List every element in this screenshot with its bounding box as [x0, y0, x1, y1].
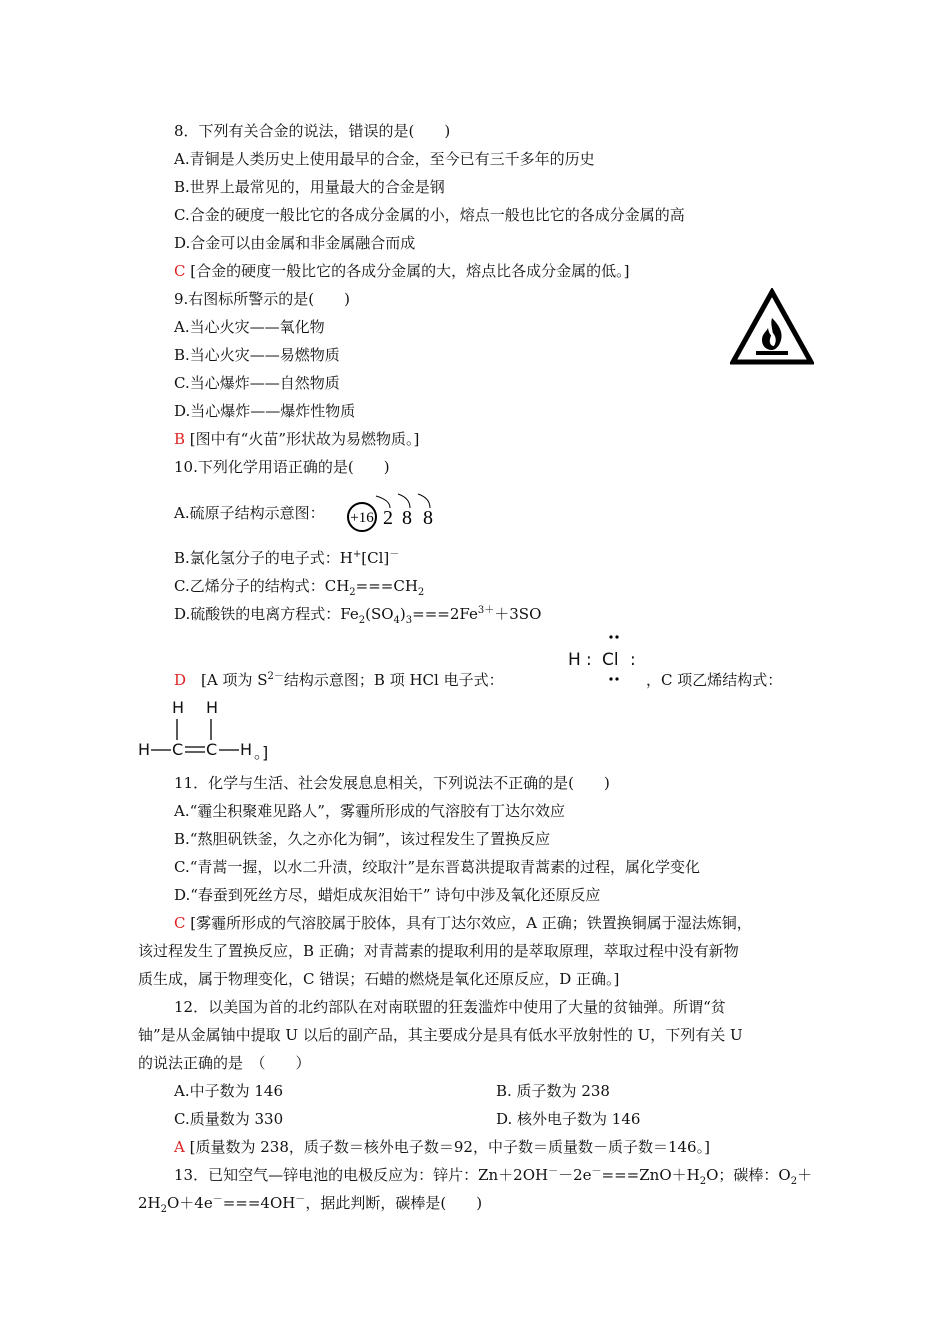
atom-nucleus-charge: +16 — [350, 510, 374, 526]
ethene-structural-formula — [136, 698, 286, 762]
q12-option-d: D. 核外电子数为 146 — [496, 1110, 641, 1128]
q8-option-b: B.世界上最常见的，用量最大的合金是钢 — [174, 178, 445, 196]
q12-option-c: C.质量数为 330 — [174, 1110, 284, 1128]
q9-answer — [174, 429, 419, 449]
q8-answer — [174, 261, 629, 281]
q11-answer: C [雾霾所形成的气溶胶属于胶体，具有丁达尔效应，A 正确；铁置换铜属于湿法炼铜， — [174, 914, 752, 932]
flammable-warning-icon — [730, 288, 814, 366]
lewis-lone-pair-right: : — [630, 650, 636, 670]
q8-answer-explanation: [合金的硬度一般比它的各成分金属的大，熔点比各成分金属的低。] — [185, 262, 630, 280]
q9-answer-explanation: [图中有“火苗”形状故为易燃物质。] — [185, 430, 420, 448]
q12-stem-line-2: 铀”是从金属铀中提取 U 以后的副产品，其主要成分是具有低水平放射性的 U，下列有关 U — [138, 1026, 743, 1044]
q10-answer-continued: ，C 项乙烯结构式： — [646, 671, 783, 689]
ethene-bonds — [136, 698, 286, 762]
q11-option-d: D.“春蚕到死丝方尽，蜡炬成灰泪始干” 诗句中涉及氧化还原反应 — [174, 886, 601, 904]
q9-answer-letter: B — [174, 430, 186, 448]
q10-option-b: B.氯化氢分子的电子式：H+[Cl]－ — [174, 549, 400, 567]
atom-shell-1: 2 — [383, 507, 393, 529]
lewis-cl: Cl — [602, 650, 619, 670]
q8-option-c: C.合金的硬度一般比它的各成分金属的小，熔点一般也比它的各成分金属的高 — [174, 206, 685, 224]
q11-stem: 11．化学与生活、社会发展息息相关，下列说法不正确的是( ) — [174, 774, 610, 792]
q13-stem-line-2: $2H_2O+4e^-===4OH^-$，据此判断，碳棒是( ) — [138, 1194, 483, 1215]
q8-option-a: A.青铜是人类历史上使用最早的合金，至今已有三千多年的历史 — [174, 150, 595, 168]
q9-option-b: B.当心火灾——易燃物质 — [174, 346, 340, 364]
ethene-h-right: H — [240, 740, 253, 759]
q8-answer-letter: C — [174, 262, 186, 280]
q10-option-c: C.乙烯分子的结构式：$CH_2===CH_2$ — [174, 577, 425, 598]
ethene-c-right: C — [206, 740, 218, 759]
q9-option-c: C.当心爆炸——自然物质 — [174, 374, 340, 392]
q12-stem-line-1: 12．以美国为首的北约部队在对南联盟的狂轰滥炸中使用了大量的贫铀弹。所谓“贫 — [174, 998, 726, 1016]
q13-stem-line-1: 13．已知空气—锌电池的电极反应为：锌片：$Zn+2OH^--2e^-===ZnO+H_2O$；碳棒：$O_2+$ — [174, 1166, 813, 1187]
lewis-h: H — [568, 650, 581, 670]
q10-option-a: A.硫原子结构示意图： — [174, 504, 325, 522]
q10-stem: 10.下列化学用语正确的是( ) — [174, 458, 390, 476]
q8-stem: 8．下列有关合金的说法，错误的是( ) — [174, 122, 451, 140]
atom-shell-2: 8 — [402, 507, 412, 529]
ethene-h-top-right: H — [206, 698, 219, 717]
q9-option-d: D.当心爆炸——爆炸性物质 — [174, 402, 356, 420]
q9-stem: 9.右图标所警示的是( ) — [174, 290, 351, 308]
q10-answer: D [A 项为 $S^{2-}$结构示意图；B 项 HCl 电子式： — [174, 671, 504, 689]
lewis-bond-pair: : — [586, 650, 592, 670]
q12-answer-letter: A — [174, 1138, 185, 1156]
lewis-lone-pair-dots — [566, 628, 642, 690]
q8-option-d: D.合金可以由金属和非金属融合而成 — [174, 234, 416, 252]
hcl-lewis-structure — [566, 628, 642, 690]
q11-answer-line-3: 质生成，属于物理变化，C 错误；石蜡的燃烧是氧化还原反应，D 正确。] — [138, 970, 620, 988]
q11-option-a: A.“霾尘积聚难见路人”，雾霾所形成的气溶胶有丁达尔效应 — [174, 802, 565, 820]
q11-answer-letter: C — [174, 914, 186, 932]
q11-option-b: B.“熬胆矾铁釜，久之亦化为铜”，该过程发生了置换反应 — [174, 830, 551, 848]
atom-shell-3: 8 — [423, 507, 433, 529]
q12-stem-line-3: 的说法正确的是 （ ） — [138, 1054, 311, 1072]
q12-option-a: A.中子数为 146 — [174, 1082, 283, 1100]
q10-option-d: D.硫酸铁的电离方程式：$Fe_2(SO_4)_3===2Fe^{3+}+3SO$ — [174, 605, 542, 626]
q12-option-b: B. 质子数为 238 — [496, 1082, 610, 1100]
q11-option-c: C.“青蒿一握，以水二升渍，绞取汁”是东晋葛洪提取青蒿素的过程，属化学变化 — [174, 858, 701, 876]
q10-answer-end: 。] — [254, 743, 269, 762]
q11-answer-line-2: 该过程发生了置换反应，B 正确；对青蒿素的提取利用的是萃取原理，萃取过程中没有新物 — [138, 942, 739, 960]
q9-option-a: A.当心火灾——氧化物 — [174, 318, 325, 336]
q10-answer-letter: D — [174, 671, 187, 689]
ethene-h-left: H — [138, 740, 151, 759]
ethene-c-left: C — [172, 740, 184, 759]
ethene-h-top-left: H — [172, 698, 185, 717]
q12-answer: A [质量数为 238，质子数＝核外电子数＝92，中子数＝质量数－质子数＝146。] — [174, 1138, 710, 1156]
sulfur-atom-structure-diagram — [344, 490, 444, 536]
